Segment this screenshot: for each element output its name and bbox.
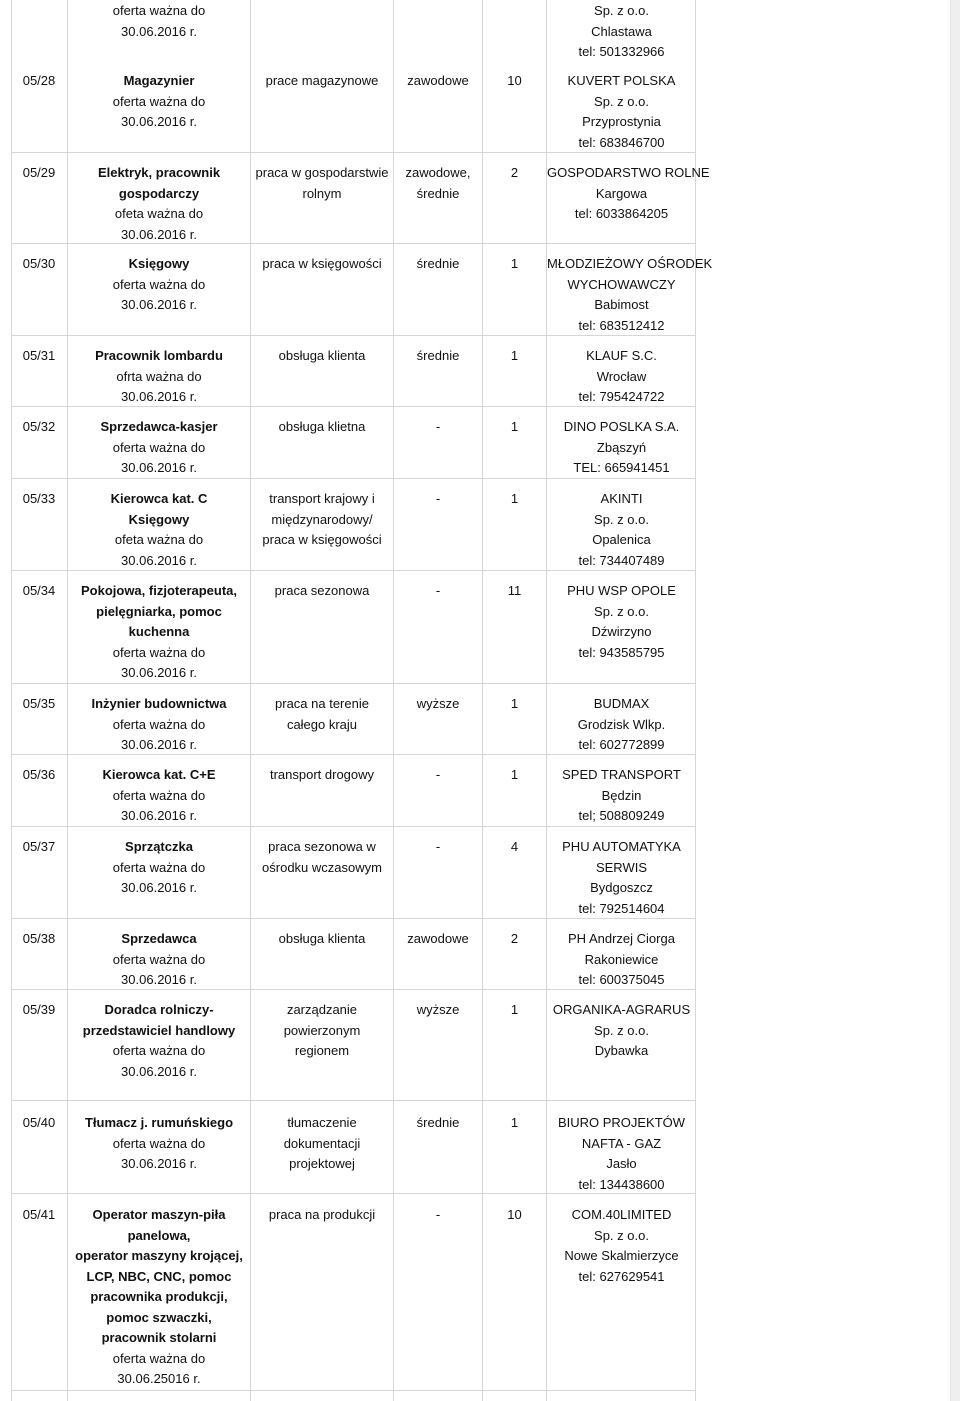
position-cell-line: Księgowy	[128, 256, 190, 271]
position-cell	[68, 581, 250, 684]
employer-cell-line: PH Andrzej Ciorga	[568, 931, 675, 946]
employer-cell-line: Wrocław	[596, 368, 647, 384]
position-cell	[68, 417, 250, 479]
employer-cell-line: Grodzisk Wlkp.	[577, 716, 666, 732]
work-scope-cell	[251, 346, 393, 367]
vacancy-count: 10	[507, 73, 522, 88]
work-scope-cell	[251, 489, 393, 551]
employer-cell-line: Będzin	[601, 787, 642, 803]
employer-cell	[547, 71, 696, 153]
employer-cell	[547, 254, 713, 336]
position-cell	[68, 1205, 250, 1390]
vacancy-count: 1	[510, 348, 519, 363]
position-cell	[68, 1000, 250, 1082]
employer-cell-line: Kargowa	[595, 185, 648, 201]
position-cell-line: Sprzedawca-kasjer	[100, 419, 218, 434]
position-cell-line: pracownika produkcji,	[90, 1289, 228, 1304]
employer-cell-line: BUDMAX	[593, 696, 650, 711]
employer-cell-line: Dybawka	[594, 1043, 649, 1058]
education-cell-line: -	[435, 419, 441, 434]
offer-number: 05/36	[22, 767, 56, 782]
offer-number: 05/39	[22, 1002, 56, 1017]
position-cell-line: Elektryk, pracownik	[97, 165, 221, 180]
position-cell	[68, 163, 250, 245]
employer-cell-line: SERWIS	[595, 859, 648, 875]
employer-cell-line: Dźwirzyno	[591, 624, 652, 639]
education-cell	[394, 489, 482, 510]
education-cell-line: zawodowe	[407, 73, 469, 88]
position-cell-line: oferta ważna do	[112, 859, 206, 875]
work-scope-cell	[251, 929, 393, 950]
position-cell-line: gospodarczy	[118, 185, 200, 201]
education-cell-line: wyższe	[416, 696, 460, 711]
offer-number: 05/31	[22, 348, 56, 363]
employer-cell	[547, 346, 696, 408]
offer-number: 05/40	[22, 1115, 56, 1130]
education-cell-line: wyższe	[416, 1002, 460, 1017]
employer-cell	[547, 489, 696, 571]
position-cell-line: 30.06.2016 r.	[121, 552, 197, 568]
education-cell-line: zawodowe,	[405, 165, 471, 180]
education-cell	[394, 581, 482, 602]
work-scope-cell-line: projektowej	[289, 1156, 355, 1171]
position-cell-line: Księgowy	[128, 511, 190, 527]
position-cell-line: 30.06.2016 r.	[121, 737, 197, 752]
position-cell	[68, 1, 250, 42]
employer-cell	[547, 929, 696, 991]
employer-cell-line: tel; 508809249	[578, 808, 665, 823]
employer-cell-line: DINO POSLKA S.A.	[563, 419, 680, 434]
education-cell	[394, 346, 482, 367]
employer-cell	[547, 1, 696, 63]
position-cell-line: Sprzedawca	[121, 931, 197, 946]
work-scope-cell	[251, 1113, 393, 1175]
position-cell-line: oferta ważna do	[112, 1043, 206, 1058]
education-cell-line: -	[435, 1207, 441, 1222]
position-cell-line: 30.06.2016 r.	[121, 1156, 197, 1171]
vacancy-count: 1	[510, 419, 519, 434]
education-cell-line: -	[435, 583, 441, 598]
position-cell-line: 30.06.2016 r.	[121, 114, 197, 129]
position-cell-line: panelowa,	[127, 1227, 191, 1243]
position-cell-line: 30.06.2016 r.	[121, 972, 197, 987]
page-edge-strip	[950, 0, 960, 1401]
employer-cell-line: tel: 795424722	[578, 389, 665, 404]
employer-cell-line: AKINTI	[600, 491, 643, 506]
position-cell	[68, 929, 250, 991]
work-scope-cell	[251, 1000, 393, 1062]
employer-cell-line: NAFTA - GAZ	[581, 1135, 662, 1151]
row-divider	[11, 1100, 696, 1101]
vacancy-count: 4	[510, 839, 519, 854]
vacancy-count: 2	[510, 931, 519, 946]
vacancy-count: 1	[510, 696, 519, 711]
education-cell-line: średnie	[416, 348, 460, 363]
employer-cell-line: Babimost	[594, 297, 649, 312]
position-cell-line: 30.06.2016 r.	[121, 808, 197, 823]
employer-cell-line: SPED TRANSPORT	[562, 767, 681, 782]
employer-cell-line: KUVERT POLSKA	[567, 73, 676, 88]
vacancy-count: 1	[510, 256, 519, 271]
employer-cell	[547, 694, 696, 756]
employer-cell-line: Sp. z o.o.	[594, 3, 649, 18]
education-cell	[394, 929, 482, 950]
vacancy-count: 1	[510, 1115, 519, 1130]
work-scope-cell-line: obsługa klietna	[278, 419, 366, 434]
vacancy-count: 1	[510, 491, 519, 506]
position-cell-line: oferta ważna do	[112, 951, 206, 967]
offer-number: 05/28	[22, 73, 56, 88]
work-scope-cell	[251, 837, 393, 878]
employer-cell-line: tel: 734407489	[578, 552, 665, 568]
work-scope-cell-line: praca na produkcji	[268, 1207, 376, 1222]
education-cell-line: zawodowe	[407, 931, 469, 946]
work-scope-cell-line: prace magazynowe	[265, 73, 379, 88]
employer-cell-line: Sp. z o.o.	[594, 1227, 649, 1243]
offer-number: 05/34	[22, 583, 56, 598]
education-cell	[394, 837, 482, 858]
employer-cell-line: tel: 600375045	[578, 972, 665, 987]
employer-cell-line: WYCHOWAWCZY	[567, 276, 676, 292]
position-cell-line: Pracownik lombardu	[95, 348, 223, 363]
employer-cell-line: Nowe Skalmierzyce	[564, 1248, 679, 1263]
work-scope-cell-line: praca w księgowości	[262, 256, 382, 271]
employer-cell-line: tel: 792514604	[578, 900, 665, 916]
employer-cell-line: tel: 627629541	[578, 1268, 665, 1284]
education-cell	[394, 1113, 482, 1134]
employer-cell	[547, 581, 696, 663]
position-cell-line: oferta ważna do	[112, 1135, 206, 1151]
employer-cell-line: Opalenica	[592, 532, 651, 547]
job-offers-table	[11, 0, 713, 1401]
work-scope-cell-line: tłumaczenie	[287, 1115, 357, 1130]
position-cell-line: ofeta ważna do	[114, 532, 204, 547]
position-cell-line: 30.06.2016 r.	[121, 297, 197, 312]
offer-number: 05/38	[22, 931, 56, 946]
employer-cell-line: Jasło	[606, 1156, 637, 1171]
education-cell	[394, 71, 482, 92]
vacancy-count: 2	[510, 165, 519, 180]
position-cell-line: pomoc szwaczki,	[106, 1309, 212, 1325]
employer-cell-line: PHU WSP OPOLE	[567, 583, 676, 598]
employer-cell	[547, 837, 696, 919]
work-scope-cell	[251, 254, 393, 275]
position-cell-line: 30.06.2016 r.	[121, 460, 197, 475]
employer-cell	[547, 417, 696, 479]
employer-cell-line: tel: 683846700	[578, 134, 665, 150]
position-cell	[68, 254, 250, 316]
education-cell	[394, 1000, 482, 1021]
work-scope-cell-line: praca sezonowa w	[268, 839, 376, 854]
employer-cell	[547, 765, 696, 827]
employer-cell-line: tel: 134438600	[578, 1176, 665, 1192]
position-cell-line: oferta ważna do	[112, 644, 206, 660]
vacancy-count: 11	[507, 583, 522, 598]
employer-cell-line: ORGANIKA-AGRARUS	[552, 1002, 691, 1017]
position-cell-line: przedstawiciel handlowy	[82, 1022, 236, 1038]
work-scope-cell	[251, 417, 393, 438]
position-cell-line: Kierowca kat. C+E	[102, 767, 216, 782]
employer-cell	[547, 1205, 696, 1287]
position-cell-line: 30.06.2016 r.	[121, 665, 197, 680]
offer-number: 05/37	[22, 839, 56, 854]
employer-cell-line: tel: 6033864205	[574, 206, 669, 221]
work-scope-cell-line: powierzonym	[283, 1022, 361, 1038]
work-scope-cell-line: obsługa klienta	[278, 931, 366, 946]
vacancy-count: 1	[510, 1002, 519, 1017]
employer-cell-line: tel: 683512412	[578, 317, 665, 333]
row-divider	[11, 1390, 696, 1391]
employer-cell-line: GOSPODARSTWO ROLNE	[547, 165, 710, 180]
employer-cell-line: COM.40LIMITED	[571, 1207, 672, 1222]
position-cell-line: LCP, NBC, CNC, pomoc	[86, 1268, 232, 1284]
employer-cell-line: Sp. z o.o.	[594, 603, 649, 619]
education-cell	[394, 1205, 482, 1226]
work-scope-cell	[251, 71, 393, 92]
position-cell-line: Inżynier budownictwa	[91, 696, 227, 711]
position-cell-line: Magazynier	[123, 73, 195, 88]
position-cell-line: oferta ważna do	[112, 787, 206, 803]
position-cell-line: ofeta ważna do	[114, 206, 204, 221]
position-cell	[68, 1113, 250, 1175]
offer-number: 05/29	[22, 165, 56, 180]
work-scope-cell-line: ośrodku wczasowym	[262, 859, 382, 875]
employer-cell-line: tel: 943585795	[578, 644, 665, 660]
position-cell-line: oferta ważna do	[112, 1350, 206, 1366]
position-cell	[68, 837, 250, 899]
position-cell	[68, 765, 250, 827]
position-cell-line: ofrta ważna do	[116, 368, 202, 384]
position-cell-line: oferta ważna do	[112, 439, 206, 455]
position-cell-line: Tłumacz j. rumuńskiego	[84, 1115, 234, 1130]
position-cell-line: Doradca rolniczy-	[104, 1002, 214, 1017]
position-cell-line: kuchenna	[128, 624, 190, 639]
position-cell	[68, 71, 250, 133]
vacancy-count: 1	[510, 767, 519, 782]
education-cell-line: średnie	[416, 1115, 460, 1130]
work-scope-cell	[251, 581, 393, 602]
employer-cell	[547, 1113, 696, 1195]
work-scope-cell-line: praca w księgowości	[262, 532, 382, 547]
work-scope-cell-line: regionem	[294, 1043, 350, 1058]
position-cell-line: 30.06.2016 r.	[121, 880, 197, 895]
education-cell-line: -	[435, 839, 441, 854]
employer-cell-line: KLAUF S.C.	[586, 348, 657, 363]
work-scope-cell-line: praca sezonowa	[274, 583, 370, 598]
employer-cell-line: tel: 602772899	[578, 737, 665, 752]
work-scope-cell-line: międzynarodowy/	[271, 511, 373, 527]
work-scope-cell	[251, 1205, 393, 1226]
education-cell	[394, 694, 482, 715]
education-cell-line: -	[435, 491, 441, 506]
education-cell	[394, 765, 482, 786]
position-cell-line: oferta ważna do	[112, 93, 206, 109]
work-scope-cell-line: całego kraju	[286, 716, 358, 732]
offer-number: 05/35	[22, 696, 56, 711]
offer-number: 05/41	[22, 1207, 56, 1222]
position-cell-line: pracownik stolarni	[101, 1330, 217, 1345]
position-cell	[68, 489, 250, 571]
position-cell	[68, 346, 250, 408]
employer-cell-line: Przyprostynia	[582, 114, 661, 129]
education-cell-line: średnie	[416, 185, 460, 201]
vacancy-count: 10	[507, 1207, 522, 1222]
position-cell-line: Pokojowa, fizjoterapeuta,	[80, 583, 238, 598]
education-cell	[394, 254, 482, 275]
work-scope-cell	[251, 765, 393, 786]
employer-cell-line: BIURO PROJEKTÓW	[557, 1115, 686, 1130]
education-cell	[394, 417, 482, 438]
education-cell-line: średnie	[416, 256, 460, 271]
position-cell-line: oferta ważna do	[112, 3, 206, 18]
position-cell-line: Sprzątczka	[125, 839, 193, 854]
position-cell	[68, 694, 250, 756]
education-cell-line: -	[435, 767, 441, 782]
position-cell-line: pielęgniarka, pomoc	[96, 603, 222, 619]
position-cell-line: 30.06.2016 r.	[121, 23, 197, 39]
work-scope-cell-line: dokumentacji	[283, 1135, 361, 1151]
employer-cell-line: Chlastawa	[591, 23, 652, 39]
position-cell-line: 30.06.2016 r.	[121, 389, 197, 404]
position-cell-line: 30.06.2016 r.	[121, 1063, 197, 1079]
offer-number: 05/32	[22, 419, 56, 434]
position-cell-line: 30.06.2016 r.	[121, 226, 197, 242]
work-scope-cell-line: zarządzanie	[286, 1002, 358, 1017]
offer-number: 05/30	[22, 256, 56, 271]
employer-cell	[547, 1000, 696, 1062]
employer-cell-line: Sp. z o.o.	[594, 511, 649, 527]
education-cell	[394, 163, 482, 204]
employer-cell-line: Zbąszyń	[596, 439, 647, 455]
employer-cell-line: Sp. z o.o.	[594, 1022, 649, 1038]
position-cell-line: oferta ważna do	[112, 276, 206, 292]
work-scope-cell-line: transport drogowy	[269, 767, 375, 782]
work-scope-cell-line: transport krajowy i	[269, 491, 375, 506]
employer-cell-line: Bydgoszcz	[590, 880, 653, 895]
employer-cell	[547, 163, 710, 225]
position-cell-line: Kierowca kat. C	[110, 491, 208, 506]
work-scope-cell-line: rolnym	[302, 185, 342, 201]
employer-cell-line: Sp. z o.o.	[594, 93, 649, 109]
work-scope-cell-line: obsługa klienta	[278, 348, 366, 363]
work-scope-cell-line: praca na terenie	[275, 696, 369, 711]
employer-cell-line: Rakoniewice	[584, 951, 659, 967]
offer-number: 05/33	[22, 491, 56, 506]
employer-cell-line: TEL: 665941451	[573, 460, 670, 475]
work-scope-cell	[251, 163, 393, 204]
work-scope-cell	[251, 694, 393, 735]
employer-cell-line: tel: 501332966	[578, 44, 665, 59]
position-cell-line: oferta ważna do	[112, 716, 206, 732]
position-cell-line: 30.06.25016 r.	[117, 1371, 201, 1386]
position-cell-line: Operator maszyn-piła	[92, 1207, 226, 1222]
employer-cell-line: PHU AUTOMATYKA	[562, 839, 681, 854]
employer-cell-line: MŁODZIEŻOWY OŚRODEK	[547, 256, 713, 271]
work-scope-cell-line: praca w gospodarstwie	[255, 165, 389, 180]
position-cell-line: operator maszyny krojącej,	[75, 1248, 243, 1263]
